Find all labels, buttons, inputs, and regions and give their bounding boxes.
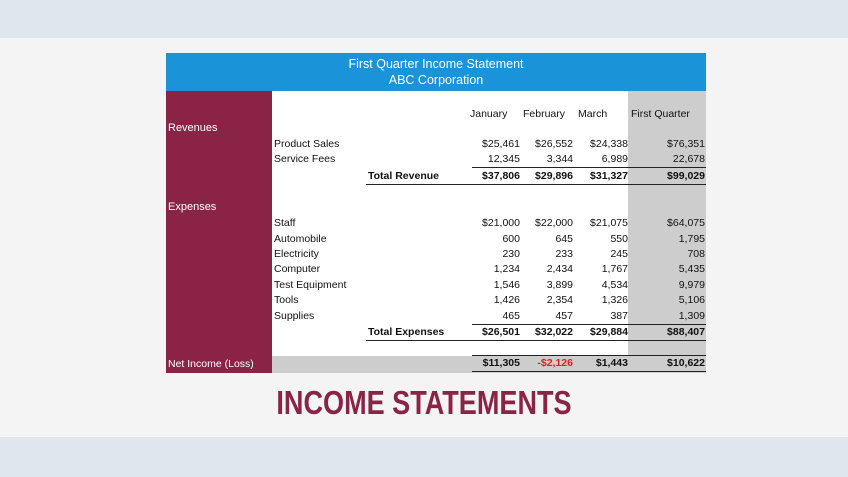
cell-first-quarter: 22,678: [672, 153, 705, 165]
cell-january: 1,426: [493, 294, 520, 306]
cell-february: -$2,126: [537, 357, 573, 369]
cell-first-quarter: $76,351: [667, 138, 705, 150]
cell-january: 1,546: [493, 279, 520, 291]
cell-february: 3,899: [546, 279, 573, 291]
total-expenses-top-rule: [472, 324, 706, 325]
cell-first-quarter: $10,622: [667, 357, 705, 369]
cell-january: 600: [502, 233, 520, 245]
total-expenses-bottom-rule: [366, 340, 706, 341]
total-expenses-label: Total Expenses: [368, 326, 445, 338]
cell-march: 6,989: [601, 153, 628, 165]
cell-february: $26,552: [535, 138, 573, 150]
cell-january: 1,234: [493, 263, 520, 275]
column-header-january: January: [470, 108, 508, 120]
statement-header: [166, 53, 706, 91]
cell-first-quarter: $99,029: [667, 170, 705, 182]
row-label: Staff: [274, 217, 296, 229]
caption-heading: INCOME STATEMENTS: [276, 384, 572, 421]
cell-january: $25,461: [482, 138, 520, 150]
income-statement-sheet: [166, 53, 706, 373]
cell-february: 3,344: [546, 153, 573, 165]
cell-march: $29,884: [590, 326, 628, 338]
row-label: Test Equipment: [274, 279, 347, 291]
cell-march: $21,075: [590, 217, 628, 229]
cell-february: $22,000: [535, 217, 573, 229]
cell-january: $26,501: [482, 326, 520, 338]
cell-march: 1,326: [601, 294, 628, 306]
cell-january: 465: [502, 310, 520, 322]
cell-january: 12,345: [487, 153, 520, 165]
cell-march: 245: [610, 248, 628, 260]
total-revenue-top-rule: [472, 167, 706, 168]
statement-title: First Quarter Income Statement: [348, 57, 524, 71]
cell-february: 233: [555, 248, 573, 260]
cell-january: $37,806: [482, 170, 520, 182]
cell-february: $32,022: [535, 326, 573, 338]
cell-first-quarter: $88,407: [667, 326, 705, 338]
expenses-label: Expenses: [168, 201, 217, 213]
row-label: Supplies: [274, 310, 315, 322]
row-label: Computer: [274, 263, 321, 275]
row-label: Tools: [274, 294, 299, 306]
cell-february: $29,896: [535, 170, 573, 182]
cell-first-quarter: 5,435: [678, 263, 705, 275]
cell-first-quarter: 1,309: [678, 310, 705, 322]
cell-february: 2,434: [546, 263, 573, 275]
column-header-first-quarter: First Quarter: [631, 108, 690, 120]
row-label: Product Sales: [274, 138, 340, 150]
cell-january: 230: [502, 248, 520, 260]
cell-first-quarter: $64,075: [667, 217, 705, 229]
cell-march: $24,338: [590, 138, 628, 150]
total-revenue-label: Total Revenue: [368, 170, 439, 182]
cell-first-quarter: 1,795: [678, 233, 705, 245]
cell-first-quarter: 5,106: [678, 294, 705, 306]
net-income-bottom-rule: [472, 371, 706, 372]
revenues-label: Revenues: [168, 122, 218, 134]
cell-march: 550: [610, 233, 628, 245]
cell-march: 1,767: [601, 263, 628, 275]
cell-march: 387: [610, 310, 628, 322]
row-label: Automobile: [274, 233, 327, 245]
cell-february: 2,354: [546, 294, 573, 306]
cell-february: 457: [555, 310, 573, 322]
top-band: [0, 0, 848, 38]
cell-first-quarter: 708: [687, 248, 705, 260]
cell-march: $1,443: [595, 357, 628, 369]
column-header-march: March: [578, 108, 608, 120]
total-revenue-bottom-rule: [366, 184, 706, 185]
cell-march: $31,327: [590, 170, 628, 182]
net-income-label: Net Income (Loss): [168, 358, 254, 370]
row-label: Electricity: [274, 248, 319, 260]
company-name: ABC Corporation: [388, 73, 484, 87]
cell-february: 645: [555, 233, 573, 245]
bottom-band: [0, 437, 848, 477]
cell-january: $21,000: [482, 217, 520, 229]
row-label: Service Fees: [274, 153, 336, 165]
cell-first-quarter: 9,979: [678, 279, 705, 291]
cell-march: 4,534: [601, 279, 628, 291]
net-income-top-rule: [472, 355, 706, 356]
column-header-february: February: [523, 108, 566, 120]
cell-january: $11,305: [482, 357, 520, 369]
